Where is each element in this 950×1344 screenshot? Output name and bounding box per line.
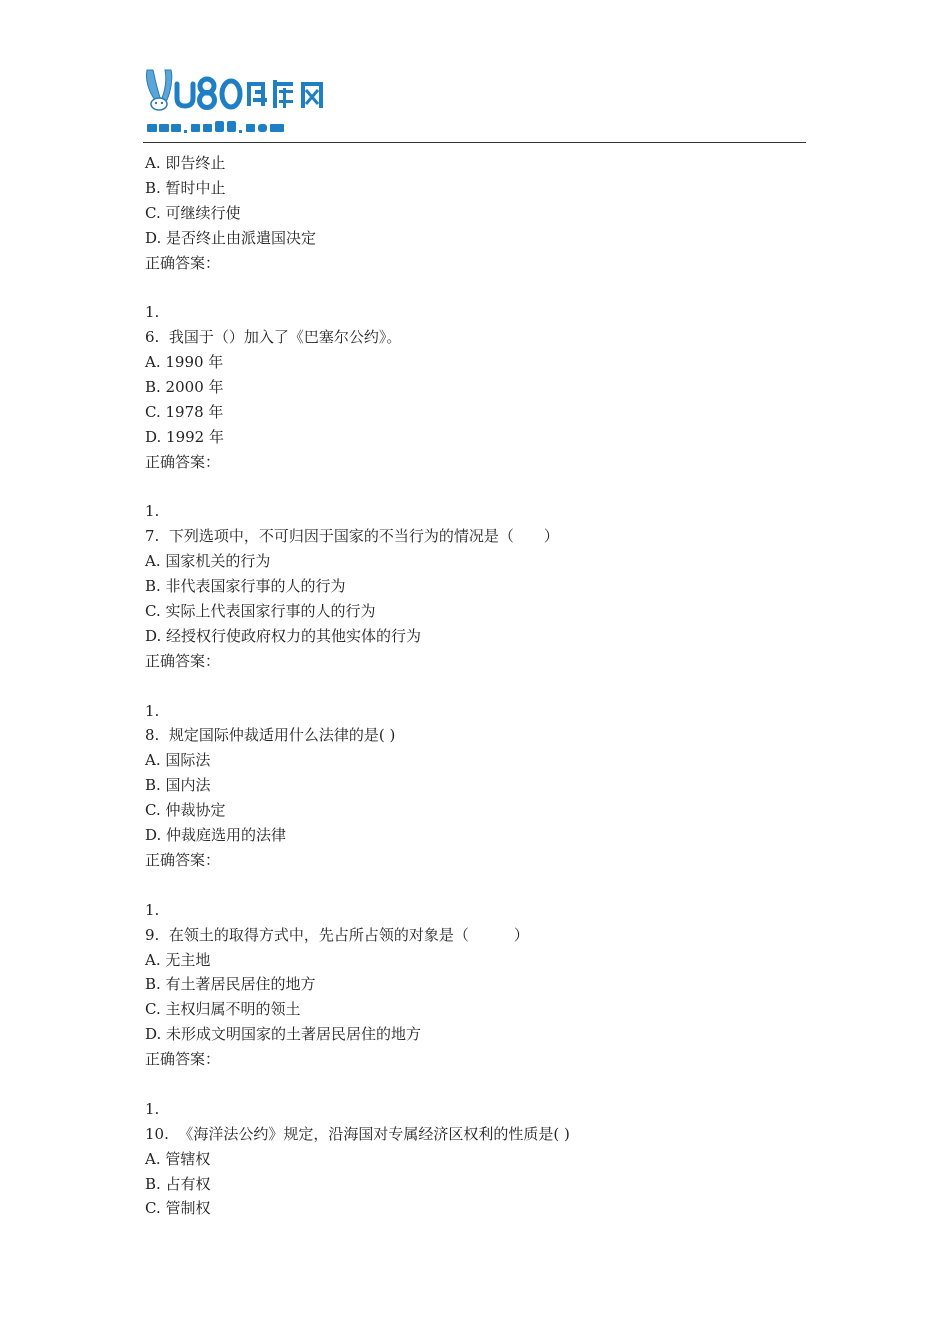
blank-line bbox=[145, 475, 805, 500]
blank-line bbox=[145, 873, 805, 898]
question-list bbox=[145, 151, 805, 1221]
blank-line bbox=[145, 1072, 805, 1097]
option-d: D. 未形成文明国家的土著居民居住的地方 bbox=[145, 1025, 422, 1044]
option-b: B. 有土著居民居住的地方 bbox=[145, 975, 316, 994]
option-b: B. 占有权 bbox=[145, 1174, 211, 1193]
blank-line bbox=[145, 275, 805, 300]
option-a: A. 1990 年 bbox=[145, 353, 224, 372]
option-c: C. 实际上代表国家行事的人的行为 bbox=[145, 602, 376, 621]
option-d: D. 1992 年 bbox=[145, 427, 224, 446]
header-divider bbox=[143, 142, 806, 143]
rabbit-mascot-icon bbox=[146, 70, 171, 110]
option-a: A. 国际法 bbox=[145, 751, 211, 770]
option-c: C. 管制权 bbox=[145, 1199, 211, 1218]
option-b: B. 非代表国家行事的人的行为 bbox=[145, 577, 346, 596]
vu80-logo bbox=[143, 66, 343, 138]
question-text: 6. 我国于（）加入了《巴塞尔公约》。 bbox=[145, 328, 402, 347]
question-text: 9. 在领土的取得方式中，先占所占领的对象是（ ） bbox=[145, 925, 529, 944]
blank-line bbox=[145, 674, 805, 699]
option-c: C. 可继续行使 bbox=[145, 203, 241, 222]
section-number: 1. bbox=[145, 701, 160, 720]
option-c: C. 主权归属不明的领土 bbox=[145, 1000, 301, 1019]
section-number: 1. bbox=[145, 303, 160, 322]
answer-label: 正确答案： bbox=[145, 651, 221, 670]
answer-label: 正确答案： bbox=[145, 452, 221, 471]
answer-label: 正确答案： bbox=[145, 1050, 221, 1069]
option-a: A. 无主地 bbox=[145, 950, 211, 969]
option-b: B. 2000 年 bbox=[145, 378, 224, 397]
answer-label: 正确答案： bbox=[145, 850, 221, 869]
option-d: D. 是否终止由派遣国决定 bbox=[145, 228, 317, 247]
question-text: 7. 下列选项中，不可归因于国家的不当行为的情况是（ ） bbox=[145, 527, 559, 546]
option-d: D. 仲裁庭选用的法律 bbox=[145, 826, 287, 845]
option-c: C. 1978 年 bbox=[145, 402, 224, 421]
answer-label: 正确答案： bbox=[145, 253, 221, 272]
section-number: 1. bbox=[145, 900, 160, 919]
option-b: B. 暂时中止 bbox=[145, 178, 226, 197]
option-a: A. 管辖权 bbox=[145, 1149, 211, 1168]
section-number: 1. bbox=[145, 502, 160, 521]
option-b: B. 国内法 bbox=[145, 776, 211, 795]
option-a: A. 国家机关的行为 bbox=[145, 552, 271, 571]
option-c: C. 仲裁协定 bbox=[145, 801, 226, 820]
option-d: D. 经授权行使政府权力的其他实体的行为 bbox=[145, 626, 422, 645]
question-text: 10. 《海洋法公约》规定，沿海国对专属经济区权利的性质是( ) bbox=[145, 1124, 570, 1143]
option-a: A. 即告终止 bbox=[145, 154, 226, 172]
section-number: 1. bbox=[145, 1099, 160, 1118]
question-text: 8. 规定国际仲裁适用什么法律的是( ) bbox=[145, 726, 396, 745]
